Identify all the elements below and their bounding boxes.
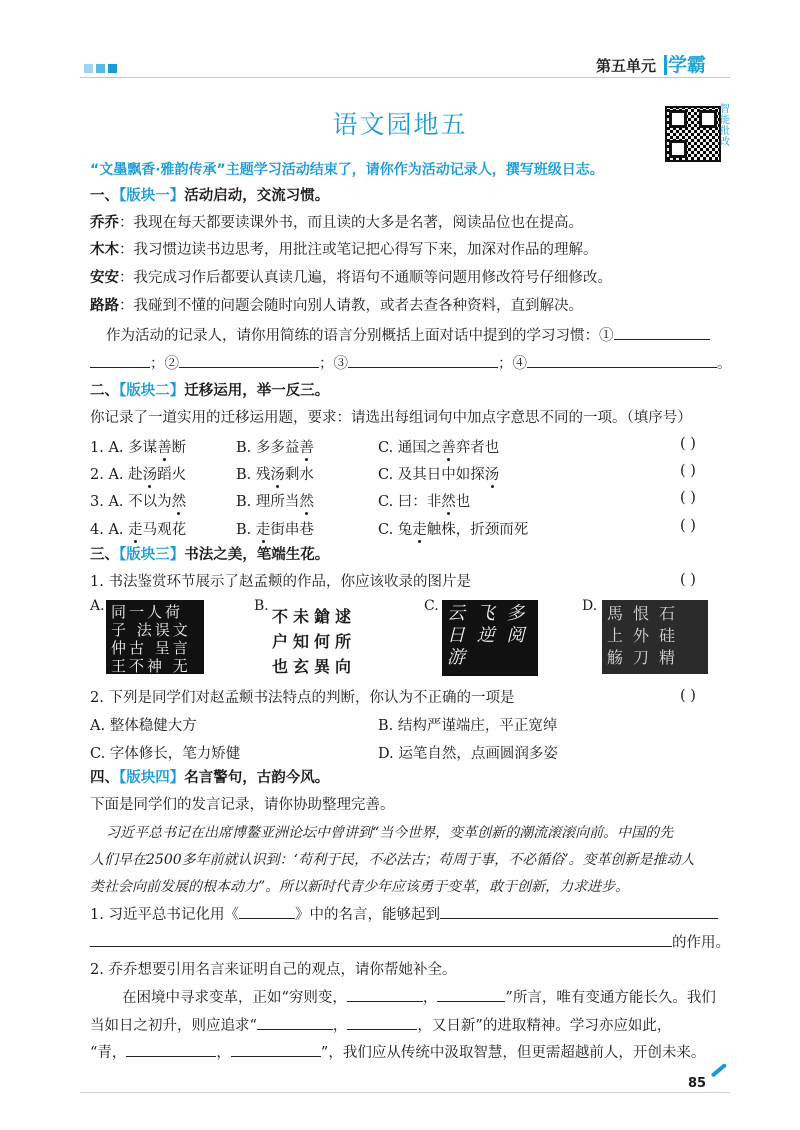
option-b: B. 结构严谨端庄，平正宽绰 xyxy=(378,718,558,734)
paragraph-text: ， xyxy=(422,990,438,1006)
option-text: 街串巷 xyxy=(270,522,314,538)
answer-paren[interactable]: ( ) xyxy=(680,490,696,506)
section-tag: 【版块一】 xyxy=(119,188,185,204)
option-text: C. 通国之 xyxy=(378,440,442,456)
option-text: A. 赴 xyxy=(108,467,143,483)
option-c xyxy=(378,518,528,539)
answer-paren[interactable]: ( ) xyxy=(680,463,696,479)
dotted-char: 然 xyxy=(441,494,456,510)
option-b xyxy=(236,463,314,484)
item-row xyxy=(90,436,186,457)
option-text: B. 残 xyxy=(236,467,271,483)
option-text: 蹈火 xyxy=(157,467,187,483)
image-label: A. xyxy=(90,598,105,614)
speaker-name: 乔乔 xyxy=(90,215,119,231)
option-text: B. 理所当 xyxy=(236,494,300,510)
speaker-name: 路路 xyxy=(90,298,119,314)
quote-blank-4[interactable] xyxy=(347,1015,417,1030)
option-text: 断 xyxy=(171,440,187,456)
option-text: B. 多多益 xyxy=(236,440,300,456)
header-divider xyxy=(80,77,730,78)
section-4-q1 xyxy=(90,904,718,925)
item-number: 3. xyxy=(90,494,104,510)
header-decoration xyxy=(84,64,117,73)
section-3-q1: 1. 书法鉴赏环节展示了赵孟𫖯的作品，你应该收录的图片是 xyxy=(90,574,471,590)
section-tag: 【版块二】 xyxy=(119,383,185,399)
item-row xyxy=(90,490,186,511)
option-text: A. 不以为 xyxy=(108,494,172,510)
brand-logo: 学霸 xyxy=(668,54,707,76)
header-square xyxy=(108,64,117,73)
task-line-2 xyxy=(90,353,732,374)
section-tag: 【版块三】 xyxy=(119,547,185,563)
option-text: 触株，折颈而死 xyxy=(426,522,529,538)
dotted-char: 走 xyxy=(255,522,271,538)
option-c xyxy=(378,490,470,511)
answer-paren[interactable]: ( ) xyxy=(680,436,696,452)
question-text: 1. 习近平总书记化用《 xyxy=(90,907,239,923)
answer-blank-4[interactable] xyxy=(527,353,717,368)
answer-blank-1b[interactable] xyxy=(90,353,150,368)
dialog-text: ：我习惯边读书边思考，用批注或笔记把心得写下来，加深对作品的理解。 xyxy=(119,242,598,258)
option-text: C. 兔 xyxy=(378,522,413,538)
effect-blank-2[interactable] xyxy=(90,932,672,947)
section-number: 一、 xyxy=(90,188,119,204)
effect-blank[interactable] xyxy=(440,904,718,919)
item-number: 2. xyxy=(90,467,104,483)
task-text: 作为活动的记录人，请你用简练的语言分别概括上面对话中提到的学习习惯：① xyxy=(106,328,614,344)
answer-paren[interactable]: ( ) xyxy=(680,572,696,588)
quote-line: 习近平总书记在出席博鳌亚洲论坛中曾讲到“当今世界，变革创新的潮流滚滚向前。中国的先 xyxy=(106,825,674,841)
answer-paren[interactable]: ( ) xyxy=(680,518,696,534)
quote-line: 人们早在2500多年前就认识到：‘苟利于民，不必法古；苟周于事，不必循俗’。变革创新是推动人 xyxy=(90,852,695,868)
section-title: 活动启动，交流习惯。 xyxy=(184,188,330,204)
option-a: A. 整体稳健大方 xyxy=(90,718,197,734)
quote-blank-1[interactable] xyxy=(347,987,423,1002)
page-number: 85 xyxy=(688,1076,707,1091)
option-text: 马观花 xyxy=(142,522,187,538)
marker: ；③ xyxy=(319,356,348,372)
dotted-char: 善 xyxy=(299,440,314,456)
image-label: B. xyxy=(254,598,269,614)
option-text: 剩水 xyxy=(284,467,314,483)
option-b xyxy=(236,490,314,511)
image-label: D. xyxy=(582,598,598,614)
dotted-char: 善 xyxy=(157,440,172,456)
option-c xyxy=(378,436,499,457)
paragraph-text: ， xyxy=(332,1018,348,1034)
section-title: 迁移运用，举一反三。 xyxy=(184,383,330,399)
section-4-q2: 2. 乔乔想要引用名言来证明自己的观点，请你帮她补全。 xyxy=(90,962,457,978)
unit-label: 第五单元 xyxy=(596,57,657,75)
question-text: 的作用。 xyxy=(672,935,730,951)
dotted-char: 走 xyxy=(128,522,143,538)
calligraphy-image-a[interactable]: 同一人荷子 法误文仲古 呈言王不神 无 xyxy=(106,600,204,674)
option-text: B. xyxy=(236,522,256,538)
calligraphy-image-c[interactable]: 云 飞 多 日 逆 阅 游 xyxy=(442,600,538,676)
option-text: C. 及其日中如探 xyxy=(378,467,485,483)
speaker-name: 木木 xyxy=(90,242,119,258)
dialog-text: ：我完成习作后都要认真读几遍，将语句不通顺等问题用修改符号仔细修改。 xyxy=(119,270,612,286)
answer-blank-1[interactable] xyxy=(614,325,710,340)
answer-blank-3[interactable] xyxy=(348,353,498,368)
dialog-text: ：我现在每天都要读课外书，而且读的大多是名著，阅读品位也在提高。 xyxy=(119,215,583,231)
speaker-name: 安安 xyxy=(90,270,119,286)
option-text: A. xyxy=(108,522,129,538)
section-title: 书法之美，笔端生花。 xyxy=(184,547,330,563)
section-number: 四、 xyxy=(90,770,119,786)
paragraph-text: ， xyxy=(216,1045,231,1061)
paragraph-text: 在困境中寻求变革，正如“穷则变， xyxy=(122,990,347,1006)
section-3-heading xyxy=(90,545,329,565)
image-label: C. xyxy=(424,598,439,614)
page-title: 语文园地五 xyxy=(332,110,468,139)
intro-text: “文墨飘香·雅韵传承”主题学习活动结束了，请你作为活动记录人，撰写班级日志。 xyxy=(90,162,604,178)
section-number: 三、 xyxy=(90,547,119,563)
header-square xyxy=(84,64,93,73)
option-text: C. 曰：非 xyxy=(378,494,442,510)
task-line xyxy=(106,325,710,346)
item-row xyxy=(90,463,186,484)
section-4-q1-cont xyxy=(90,932,730,953)
dotted-char: 汤 xyxy=(484,467,500,483)
fill-line-2 xyxy=(90,1015,671,1036)
paragraph-text: ，又日新”的进取精神。学习亦应如此， xyxy=(417,1018,672,1034)
option-text: 也 xyxy=(455,494,471,510)
dotted-char: 然 xyxy=(299,494,314,510)
item-number: 1. xyxy=(90,440,104,456)
question-text: 》中的名言，能够起到 xyxy=(294,907,440,923)
section-4-instruction: 下面是同学们的发言记录，请你协助整理完善。 xyxy=(90,797,395,813)
calligraphy-image-d[interactable]: 馬恨石 上外硅 觞刀精 xyxy=(602,600,708,674)
calligraphy-image-b[interactable]: 不未鎗逑 户知何所 也玄異向 xyxy=(272,607,357,676)
marker: ；② xyxy=(150,356,179,372)
dialog-line xyxy=(90,240,598,260)
option-b xyxy=(236,518,314,539)
paragraph-text: 当如日之初升，则应追求“ xyxy=(90,1018,257,1034)
item-row xyxy=(90,518,186,539)
option-text: A. 多谋 xyxy=(108,440,158,456)
dotted-char: 然 xyxy=(171,494,187,510)
quote-blank-2[interactable] xyxy=(437,987,505,1002)
dialog-line xyxy=(90,213,583,233)
section-2-instruction: 你记录了一道实用的迁移运用题，要求：请选出每组词句中加点字意思不同的一项。（填序号） xyxy=(90,410,692,426)
answer-paren[interactable]: ( ) xyxy=(680,688,696,704)
item-number: 4. xyxy=(90,522,104,538)
dialog-line xyxy=(90,296,583,316)
marker: 。 xyxy=(717,356,732,372)
footer-divider xyxy=(80,1092,730,1093)
section-number: 二、 xyxy=(90,383,119,399)
quote-blank-5[interactable] xyxy=(126,1042,216,1057)
section-title: 名言警句，古韵今风。 xyxy=(184,770,330,786)
qr-code-icon[interactable] xyxy=(665,106,721,162)
section-4-heading xyxy=(90,768,329,788)
dotted-char: 汤 xyxy=(270,467,285,483)
qr-side-text: 智能批改 xyxy=(720,104,730,148)
option-c: C. 字体修长，笔力矫健 xyxy=(90,746,241,762)
section-1-heading xyxy=(90,186,329,206)
quote-blank-6[interactable] xyxy=(231,1042,321,1057)
section-tag: 【版块四】 xyxy=(119,770,185,786)
pencil-icon xyxy=(711,1063,727,1078)
quote-blank-3[interactable] xyxy=(257,1015,333,1030)
paragraph-text: ”所言，唯有变通方能长久。我们 xyxy=(505,990,716,1006)
quote-line: 类社会向前发展的根本动力”。所以新时代青少年应该勇于变革，敢于创新，力求进步。 xyxy=(90,879,630,895)
option-c xyxy=(378,463,499,484)
option-b xyxy=(236,436,314,457)
section-2-heading xyxy=(90,381,329,401)
dotted-char: 汤 xyxy=(142,467,158,483)
answer-blank-2[interactable] xyxy=(179,353,319,368)
paragraph-text: “青， xyxy=(90,1045,127,1061)
dialog-line xyxy=(90,268,612,288)
marker: ；④ xyxy=(498,356,527,372)
paragraph-text: ”，我们应从传统中汲取智慧，但更需超越前人，开创未来。 xyxy=(320,1045,706,1061)
brand-bar xyxy=(664,55,667,75)
header-square xyxy=(96,64,105,73)
section-3-q2: 2. 下列是同学们对赵孟𫖯书法特点的判断，你认为不正确的一项是 xyxy=(90,690,515,706)
option-text: 弈者也 xyxy=(455,440,500,456)
dotted-char: 走 xyxy=(412,522,427,538)
fill-line-3 xyxy=(90,1042,705,1063)
option-d: D. 运笔自然，点画圆润多姿 xyxy=(378,746,558,762)
dialog-text: ：我碰到不懂的问题会随时向别人请教，或者去查各种资料，直到解决。 xyxy=(119,298,583,314)
book-title-blank[interactable] xyxy=(239,904,295,919)
fill-line-1 xyxy=(122,987,716,1008)
dotted-char: 善 xyxy=(441,440,456,456)
